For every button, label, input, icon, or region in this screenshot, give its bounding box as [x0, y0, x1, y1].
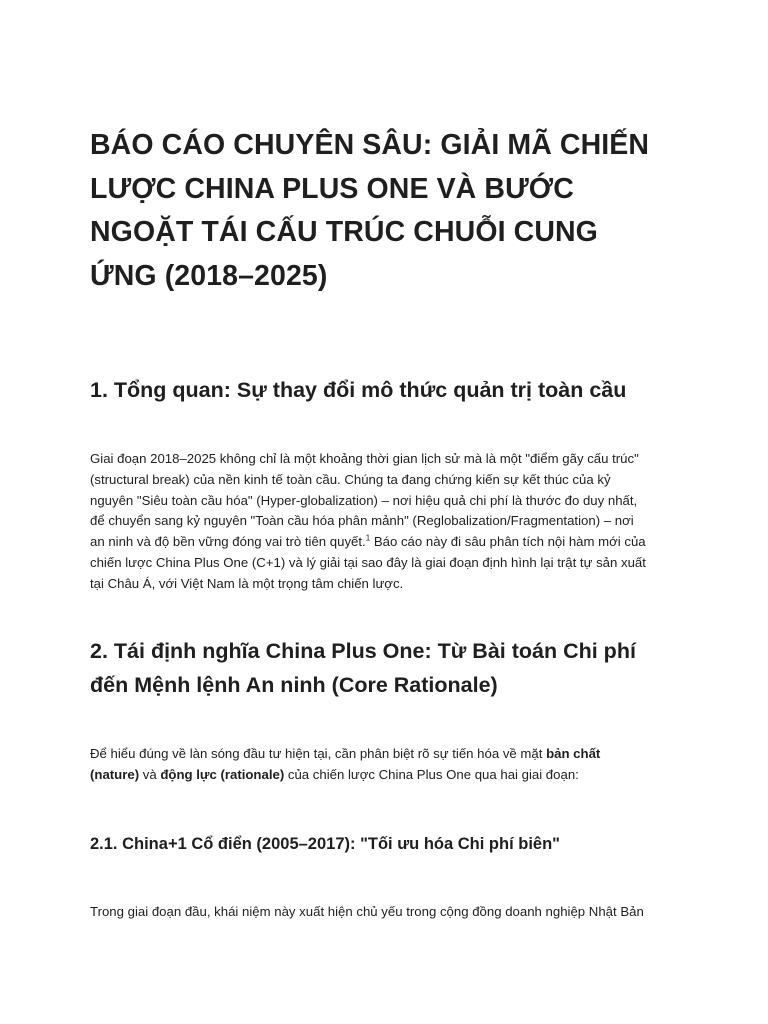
- title-line: BÁO CÁO CHUYÊN SÂU: GIẢI MÃ CHIẾN: [90, 129, 650, 161]
- paragraph-text: Báo cáo này đi sâu phân tích nội hàm mới của: [370, 534, 646, 550]
- section-1-paragraph: [90, 449, 682, 595]
- bold-term: động lực (rationale): [160, 766, 285, 782]
- title-line: NGOẶT TÁI CẤU TRÚC CHUỖI CUNG: [90, 216, 598, 248]
- paragraph-line: Giai đoạn 2018–2025 không chỉ là một khoảng thời gian lịch sử mà là một "điểm gãy cấu trúc": [90, 451, 639, 466]
- heading-line: đến Mệnh lệnh An ninh (Core Rationale): [90, 673, 498, 697]
- paragraph-text: Để hiểu đúng về làn sóng đầu tư hiện tại, cần phân biệt rõ sự tiến hóa về mặt: [90, 746, 547, 761]
- section-2-paragraph: [90, 744, 682, 786]
- paragraph-line: (structural break) của nền kinh tế toàn cầu. Chúng ta đang chứng kiến sự kết thúc của kỷ: [90, 471, 611, 487]
- heading-line: 2. Tái định nghĩa China Plus One: Từ Bài toán Chi phí: [90, 639, 636, 663]
- paragraph-text: và: [139, 766, 161, 782]
- title-line: LƯỢC CHINA PLUS ONE VÀ BƯỚC: [90, 172, 574, 205]
- subsection-2-1-heading: 2.1. China+1 Cổ điển (2005–2017): "Tối ưu hóa Chi phí biên": [90, 835, 560, 853]
- footnote-marker[interactable]: 1: [365, 533, 371, 543]
- document-title: [90, 124, 680, 298]
- section-2-heading: [90, 634, 680, 702]
- paragraph-line: Trong giai đoạn đầu, khái niệm này xuất hiện chủ yếu trong cộng đồng doanh nghiệp Nhật Bản: [90, 904, 644, 919]
- paragraph-text: an ninh và độ bền vững đóng vai trò tiên quyết.: [90, 534, 366, 550]
- paragraph-line: [90, 765, 682, 786]
- bold-term: bản chất: [546, 746, 601, 761]
- paragraph-line: để chuyển sang kỷ nguyên "Toàn cầu hóa phân mảnh" (Reglobalization/Fragmentation) – nơi: [90, 513, 634, 529]
- subsection-2-1-paragraph: [90, 902, 682, 923]
- paragraph-line: [90, 532, 682, 553]
- paragraph-text: của chiến lược China Plus One qua hai giai đoạn:: [284, 766, 579, 782]
- paragraph-line: nguyên "Siêu toàn cầu hóa" (Hyper-globalization) – nơi hiệu quả chi phí là thước đo duy nhất,: [90, 492, 638, 508]
- paragraph-line: chiến lược China Plus One (C+1) và lý giải tại sao đây là giai đoạn định hình lại trật tự sản xuất: [90, 554, 646, 570]
- paragraph-line: tại Châu Á, với Việt Nam là một trọng tâm chiến lược.: [90, 575, 404, 591]
- bold-term: (nature): [90, 766, 140, 782]
- title-line: ỨNG (2018–2025): [90, 259, 328, 292]
- section-1-heading: 1. Tổng quan: Sự thay đổi mô thức quản trị toàn cầu: [90, 378, 627, 402]
- paragraph-line: [90, 744, 682, 765]
